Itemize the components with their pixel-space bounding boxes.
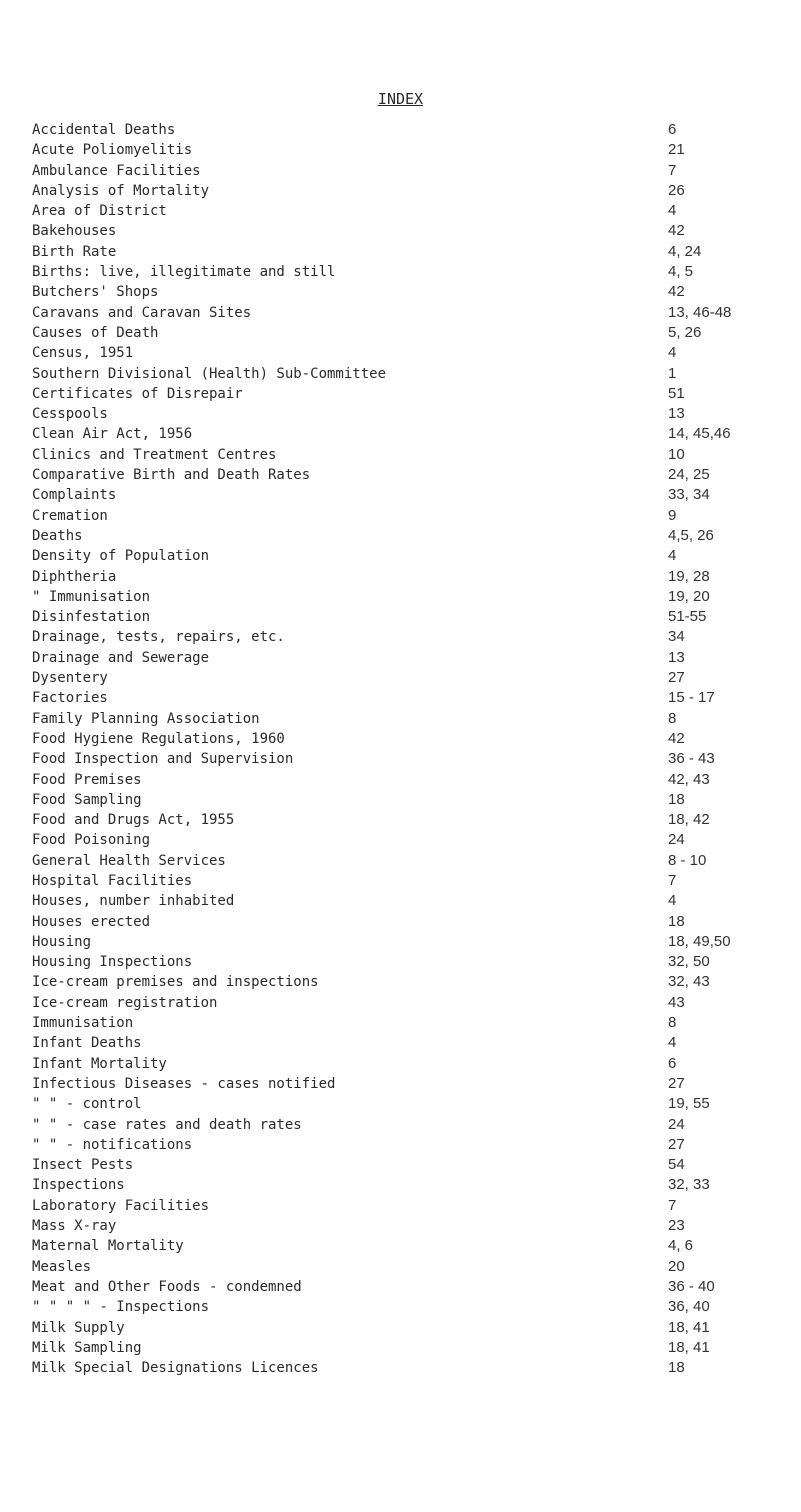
index-entry bbox=[32, 1277, 792, 1297]
entry-page-numbers: 42 bbox=[668, 729, 685, 747]
entry-label: Insect Pests bbox=[32, 1157, 134, 1174]
index-entry bbox=[32, 993, 792, 1013]
entry-label: Cremation bbox=[32, 507, 108, 524]
entry-page-numbers: 6 bbox=[668, 1054, 677, 1072]
index-entry bbox=[32, 668, 792, 688]
entry-label: Food Premises bbox=[32, 771, 142, 788]
entry-page-numbers: 27 bbox=[668, 1135, 685, 1153]
index-entry bbox=[32, 303, 792, 323]
index-entry bbox=[32, 485, 792, 505]
index-entry bbox=[32, 262, 792, 282]
entry-page-numbers: 14, 45,46 bbox=[668, 425, 731, 443]
index-entry bbox=[32, 1236, 792, 1256]
entry-label: Bakehouses bbox=[32, 223, 117, 240]
entry-label: Acute Poliomyelitis bbox=[32, 142, 193, 159]
index-entry bbox=[32, 1257, 792, 1277]
entry-label: " " - notifications bbox=[32, 1136, 193, 1153]
entry-label: Milk Special Designations Licences bbox=[32, 1360, 319, 1377]
index-entry bbox=[32, 932, 792, 952]
entry-page-numbers: 18 bbox=[668, 790, 685, 808]
entry-label: Clinics and Treatment Centres bbox=[32, 446, 277, 463]
entry-label: Mass X-ray bbox=[32, 1218, 117, 1235]
entry-page-numbers: 4, 5 bbox=[668, 263, 694, 281]
entry-label: " " - case rates and death rates bbox=[32, 1116, 302, 1133]
entry-label: Ice-cream premises and inspections bbox=[32, 974, 319, 991]
entry-label: Dysentery bbox=[32, 670, 108, 687]
index-entry bbox=[32, 912, 792, 932]
entry-page-numbers: 4,5, 26 bbox=[668, 526, 714, 544]
index-entry bbox=[32, 1094, 792, 1114]
entry-label: Analysis of Mortality bbox=[32, 182, 210, 199]
entry-label: Immunisation bbox=[32, 1015, 134, 1032]
entry-page-numbers: 34 bbox=[668, 628, 685, 646]
entry-page-numbers: 18, 42 bbox=[668, 811, 710, 829]
index-entry bbox=[32, 1054, 792, 1074]
entry-label: Cesspools bbox=[32, 406, 108, 423]
index-entry bbox=[32, 688, 792, 708]
index-entry bbox=[32, 465, 792, 485]
entry-label: Food Hygiene Regulations, 1960 bbox=[32, 730, 285, 747]
index-entry bbox=[32, 161, 792, 181]
index-entry bbox=[32, 242, 792, 262]
index-entry bbox=[32, 445, 792, 465]
index-entry bbox=[32, 1013, 792, 1033]
entry-label: Food and Drugs Act, 1955 bbox=[32, 812, 235, 829]
index-entry bbox=[32, 952, 792, 972]
entry-label: Food Poisoning bbox=[32, 832, 151, 849]
entry-page-numbers: 13 bbox=[668, 405, 685, 423]
entry-label: Southern Divisional (Health) Sub-Committee bbox=[32, 365, 387, 382]
entry-page-numbers: 42 bbox=[668, 283, 685, 301]
index-entry bbox=[32, 1074, 792, 1094]
index-entry bbox=[32, 851, 792, 871]
index-entry bbox=[32, 404, 792, 424]
entry-page-numbers: 8 bbox=[668, 1014, 677, 1032]
index-entry bbox=[32, 1033, 792, 1053]
index-entry bbox=[32, 546, 792, 566]
index-entry bbox=[32, 364, 792, 384]
index-entry bbox=[32, 282, 792, 302]
entry-page-numbers: 18, 41 bbox=[668, 1338, 710, 1356]
entry-page-numbers: 4, 24 bbox=[668, 242, 702, 260]
entry-label: " Immunisation bbox=[32, 588, 151, 605]
index-entry bbox=[32, 830, 792, 850]
index-entry bbox=[32, 1338, 792, 1358]
entry-page-numbers: 23 bbox=[668, 1217, 685, 1235]
entry-page-numbers: 42 bbox=[668, 222, 685, 240]
entry-page-numbers: 9 bbox=[668, 506, 677, 524]
index-entry bbox=[32, 790, 792, 810]
entry-page-numbers: 4 bbox=[668, 344, 677, 362]
entry-label: Drainage and Sewerage bbox=[32, 649, 210, 666]
index-entry bbox=[32, 1135, 792, 1155]
entry-label: Deaths bbox=[32, 527, 83, 544]
entry-page-numbers: 8 bbox=[668, 709, 677, 727]
entry-label: Family Planning Association bbox=[32, 710, 260, 727]
index-entry bbox=[32, 181, 792, 201]
entry-page-numbers: 43 bbox=[668, 993, 685, 1011]
entry-label: Housing Inspections bbox=[32, 954, 193, 971]
entry-label: Laboratory Facilities bbox=[32, 1197, 210, 1214]
entry-page-numbers: 32, 33 bbox=[668, 1176, 710, 1194]
index-entries bbox=[32, 120, 792, 1378]
index-entry bbox=[32, 140, 792, 160]
entry-label: Hospital Facilities bbox=[32, 872, 193, 889]
entry-label: Drainage, tests, repairs, etc. bbox=[32, 629, 285, 646]
entry-page-numbers: 5, 26 bbox=[668, 323, 702, 341]
entry-page-numbers: 19, 28 bbox=[668, 567, 710, 585]
index-entry bbox=[32, 343, 792, 363]
entry-label: Butchers' Shops bbox=[32, 284, 159, 301]
entry-label: Milk Sampling bbox=[32, 1339, 142, 1356]
index-entry bbox=[32, 424, 792, 444]
entry-page-numbers: 4, 6 bbox=[668, 1237, 694, 1255]
entry-label: Infant Mortality bbox=[32, 1055, 167, 1072]
entry-label: Birth Rate bbox=[32, 243, 117, 260]
index-entry bbox=[32, 1175, 792, 1195]
entry-label: Meat and Other Foods - condemned bbox=[32, 1278, 302, 1295]
index-entry bbox=[32, 567, 792, 587]
entry-label: Census, 1951 bbox=[32, 345, 134, 362]
entry-page-numbers: 7 bbox=[668, 161, 677, 179]
entry-label: Maternal Mortality bbox=[32, 1238, 184, 1255]
entry-label: Accidental Deaths bbox=[32, 122, 176, 138]
entry-page-numbers: 18, 41 bbox=[668, 1318, 710, 1336]
index-entry bbox=[32, 1196, 792, 1216]
entry-page-numbers: 19, 55 bbox=[668, 1095, 710, 1113]
index-entry bbox=[32, 770, 792, 790]
entry-label: " " " " - Inspections bbox=[32, 1299, 210, 1316]
entry-label: Complaints bbox=[32, 487, 117, 504]
entry-page-numbers: 24 bbox=[668, 1115, 685, 1133]
entry-page-numbers: 4 bbox=[668, 1034, 677, 1052]
entry-page-numbers: 36 - 40 bbox=[668, 1277, 715, 1295]
entry-page-numbers: 10 bbox=[668, 445, 685, 463]
index-entry bbox=[32, 201, 792, 221]
entry-page-numbers: 21 bbox=[668, 141, 685, 159]
index-entry bbox=[32, 810, 792, 830]
index-entry bbox=[32, 221, 792, 241]
entry-page-numbers: 54 bbox=[668, 1156, 685, 1174]
entry-label: Inspections bbox=[32, 1177, 125, 1194]
entry-label: Clean Air Act, 1956 bbox=[32, 426, 193, 443]
index-entry bbox=[32, 607, 792, 627]
index-entry bbox=[32, 1318, 792, 1338]
entry-page-numbers: 36 - 43 bbox=[668, 750, 715, 768]
entry-label: Disinfestation bbox=[32, 609, 151, 626]
entry-page-numbers: 51 bbox=[668, 384, 685, 402]
index-entry bbox=[32, 1115, 792, 1135]
entry-label: Certificates of Disrepair bbox=[32, 385, 243, 402]
index-entry bbox=[32, 1358, 792, 1378]
entry-page-numbers: 27 bbox=[668, 669, 685, 687]
entry-label: Food Inspection and Supervision bbox=[32, 751, 294, 768]
entry-page-numbers: 32, 43 bbox=[668, 973, 710, 991]
index-entry bbox=[32, 709, 792, 729]
entry-page-numbers: 18, 49,50 bbox=[668, 932, 731, 950]
entry-label: Diphtheria bbox=[32, 568, 117, 585]
entry-label: Houses erected bbox=[32, 913, 151, 930]
entry-page-numbers: 32, 50 bbox=[668, 953, 710, 971]
index-entry bbox=[32, 648, 792, 668]
index-title-text: INDEX bbox=[377, 90, 424, 108]
entry-page-numbers: 13, 46-48 bbox=[668, 303, 732, 321]
entry-label: Infectious Diseases - cases notified bbox=[32, 1075, 336, 1092]
entry-page-numbers: 4 bbox=[668, 202, 677, 220]
index-entry bbox=[32, 384, 792, 404]
entry-page-numbers: 27 bbox=[668, 1074, 685, 1092]
entry-page-numbers: 42, 43 bbox=[668, 770, 710, 788]
entry-label: " " - control bbox=[32, 1096, 142, 1113]
entry-label: Milk Supply bbox=[32, 1319, 125, 1336]
entry-page-numbers: 51-55 bbox=[668, 608, 707, 626]
index-entry bbox=[32, 972, 792, 992]
index-entry bbox=[32, 749, 792, 769]
entry-label: General Health Services bbox=[32, 852, 226, 869]
entry-page-numbers: 6 bbox=[668, 121, 677, 138]
entry-page-numbers: 1 bbox=[668, 364, 677, 382]
index-entry bbox=[32, 1216, 792, 1236]
entry-label: Ice-cream registration bbox=[32, 994, 218, 1011]
entry-page-numbers: 33, 34 bbox=[668, 486, 710, 504]
entry-label: Area of District bbox=[32, 203, 167, 220]
entry-page-numbers: 20 bbox=[668, 1257, 685, 1275]
entry-page-numbers: 36, 40 bbox=[668, 1298, 710, 1316]
entry-label: Measles bbox=[32, 1258, 92, 1275]
entry-page-numbers: 13 bbox=[668, 648, 685, 666]
index-entry bbox=[32, 323, 792, 343]
entry-label: Ambulance Facilities bbox=[32, 162, 201, 179]
index-entry bbox=[32, 1297, 792, 1317]
index-entry bbox=[32, 526, 792, 546]
entry-label: Factories bbox=[32, 690, 108, 707]
entry-page-numbers: 4 bbox=[668, 892, 677, 910]
entry-label: Comparative Birth and Death Rates bbox=[32, 467, 311, 484]
index-entry bbox=[32, 729, 792, 749]
entry-page-numbers: 18 bbox=[668, 1359, 685, 1377]
entry-label: Infant Deaths bbox=[32, 1035, 142, 1052]
index-entry bbox=[32, 587, 792, 607]
entry-page-numbers: 24, 25 bbox=[668, 466, 710, 484]
entry-page-numbers: 8 - 10 bbox=[668, 851, 707, 869]
entry-page-numbers: 24 bbox=[668, 831, 685, 849]
entry-page-numbers: 4 bbox=[668, 547, 677, 565]
entry-label: Food Sampling bbox=[32, 791, 142, 808]
entry-page-numbers: 7 bbox=[668, 871, 677, 889]
entry-page-numbers: 7 bbox=[668, 1196, 677, 1214]
index-title bbox=[0, 90, 801, 108]
entry-label: Density of Population bbox=[32, 548, 210, 565]
entry-label: Caravans and Caravan Sites bbox=[32, 304, 252, 321]
index-entry bbox=[32, 871, 792, 891]
entry-page-numbers: 26 bbox=[668, 181, 685, 199]
entry-label: Births: live, illegitimate and still bbox=[32, 264, 336, 281]
entry-page-numbers: 19, 20 bbox=[668, 587, 710, 605]
index-entry bbox=[32, 506, 792, 526]
index-entry bbox=[32, 891, 792, 911]
entry-label: Housing bbox=[32, 933, 92, 950]
index-entry bbox=[32, 1155, 792, 1175]
entry-page-numbers: 15 - 17 bbox=[668, 689, 715, 707]
entry-page-numbers: 18 bbox=[668, 912, 685, 930]
entry-label: Houses, number inhabited bbox=[32, 893, 235, 910]
entry-label: Causes of Death bbox=[32, 324, 159, 341]
index-entry bbox=[32, 120, 792, 140]
index-entry bbox=[32, 627, 792, 647]
